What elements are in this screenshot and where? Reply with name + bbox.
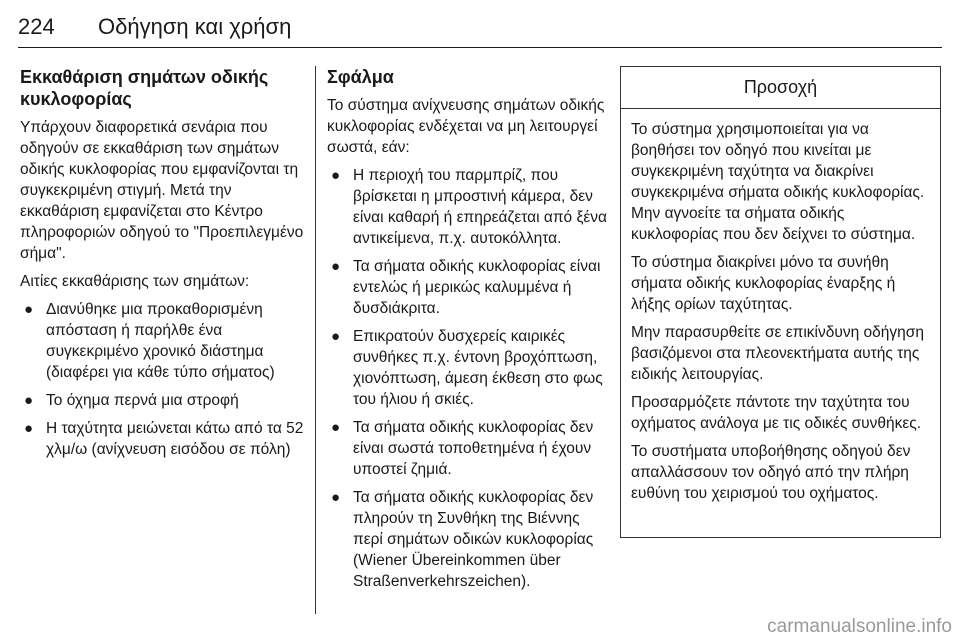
list-item [20, 418, 306, 460]
bullet-icon: ● [331, 328, 341, 345]
list-item [327, 256, 607, 319]
clearing-reasons-list [20, 299, 306, 460]
running-title: Οδήγηση και χρήση [98, 14, 292, 39]
bullet-icon: ● [331, 489, 341, 506]
section-heading-clearing: Εκκαθάριση σημάτων οδικής κυκλοφορίας [20, 67, 269, 109]
list-item [20, 299, 306, 383]
caution-body [621, 109, 940, 504]
caution-title: Προσοχή [621, 67, 940, 109]
list-item-text: Διανύθηκε μια προκαθορισμένη απόσταση ή παρήλθε ένα συγκεκριμένο χρονικό διάστημα (διαφέρει για κάθε τύπο σήματος) [46, 301, 275, 381]
fault-intro: Το σύστημα ανίχνευσης σημάτων οδικής κυκλοφορίας ενδέχεται να μη λειτουργεί σωστά, εάν: [327, 97, 605, 156]
bullet-icon: ● [24, 420, 34, 437]
list-item [327, 165, 607, 249]
bullet-icon: ● [331, 419, 341, 436]
list-item [327, 487, 607, 592]
column-middle [327, 66, 607, 599]
list-item [20, 390, 306, 411]
list-item-text: Τα σήματα οδικής κυκλοφορίας δεν πληρούν τη Συνθήκη της Βιέννης περί σημάτων οδικών κυκλοφορίας (Wiener Übereinkommen über Straßenverkehrszeichen). [353, 489, 594, 590]
list-item [327, 326, 607, 410]
page-number: 224 [18, 14, 55, 39]
caution-paragraph: Το σύστημα χρησιμοποιείται για να βοηθήσει τον οδηγό που κινείται με συγκεκριμένη ταχύτητα να διακρίνει συγκεκριμένα σήματα οδικής κυκλοφορίας. Μην αγνοείτε τα σήματα οδικής κυκλοφορίας που δεν δείχνει το σύστημα. [631, 121, 925, 243]
caution-box [620, 66, 941, 538]
list-item-text: Τα σήματα οδικής κυκλοφορίας είναι εντελώς ή μερικώς καλυμμένα ή δυσδιάκριτα. [353, 258, 601, 317]
page-header [18, 10, 942, 50]
list-item-text: Τα σήματα οδικής κυκλοφορίας δεν είναι σωστά τοποθετημένα ή έχουν υποστεί ζημιά. [353, 419, 594, 478]
caution-paragraph: Το συστήματα υποβοήθησης οδηγού δεν απαλλάσσουν τον οδηγό από την πλήρη ευθύνη του χειρισμού του οχήματος. [631, 443, 911, 502]
caution-paragraph: Το σύστημα διακρίνει μόνο τα συνήθη σήματα οδικής κυκλοφορίας έναρξης ή λήξης ορίων ταχύτητας. [631, 254, 896, 313]
bullet-icon: ● [331, 258, 341, 275]
column-left [20, 66, 306, 467]
list-item-text: Η ταχύτητα μειώνεται κάτω από τα 52 χλμ/ω (ανίχνευση εισόδου σε πόλη) [46, 420, 304, 458]
section-heading-fault: Σφάλμα [327, 67, 394, 87]
clearing-list-intro: Αιτίες εκκαθάρισης των σημάτων: [20, 273, 250, 290]
bullet-icon: ● [331, 167, 341, 184]
list-item-text: Η περιοχή του παρμπρίζ, που βρίσκεται η μπροστινή κάμερα, δεν είναι καθαρή ή επηρεάζεται από ξένα αντικείμενα, π.χ. αυτοκόλλητα. [353, 167, 608, 247]
column-divider [315, 66, 316, 614]
fault-conditions-list [327, 165, 607, 592]
caution-paragraph: Μην παρασυρθείτε σε επικίνδυνη οδήγηση βασιζόμενοι στα πλεονεκτήματα αυτής της ειδικής λειτουργίας. [631, 324, 924, 383]
clearing-intro: Υπάρχουν διαφορετικά σενάρια που οδηγούν σε εκκαθάριση των σημάτων οδικής κυκλοφορίας που εμφανίζονται τη συγκεκριμένη στιγμή. Μετά την εκκαθάριση εμφανίζεται στο Κέντρο πληροφοριών οδηγού το "Προεπιλεγμένο σήμα". [20, 119, 304, 262]
list-item-text: Επικρατούν δυσχερείς καιρικές συνθήκες π.χ. έντονη βροχόπτωση, χιονόπτωση, άμεση έκθεση στο φως του ήλιου ή σκιές. [353, 328, 603, 408]
watermark: carmanualsonline.info [767, 616, 952, 637]
header-rule [18, 47, 942, 48]
bullet-icon: ● [24, 301, 34, 318]
list-item [327, 417, 607, 480]
caution-paragraph: Προσαρμόζετε πάντοτε την ταχύτητα του οχήματος ανάλογα με τις οδικές συνθήκες. [631, 394, 922, 432]
bullet-icon: ● [24, 392, 34, 409]
list-item-text: Το όχημα περνά μια στροφή [46, 392, 239, 409]
